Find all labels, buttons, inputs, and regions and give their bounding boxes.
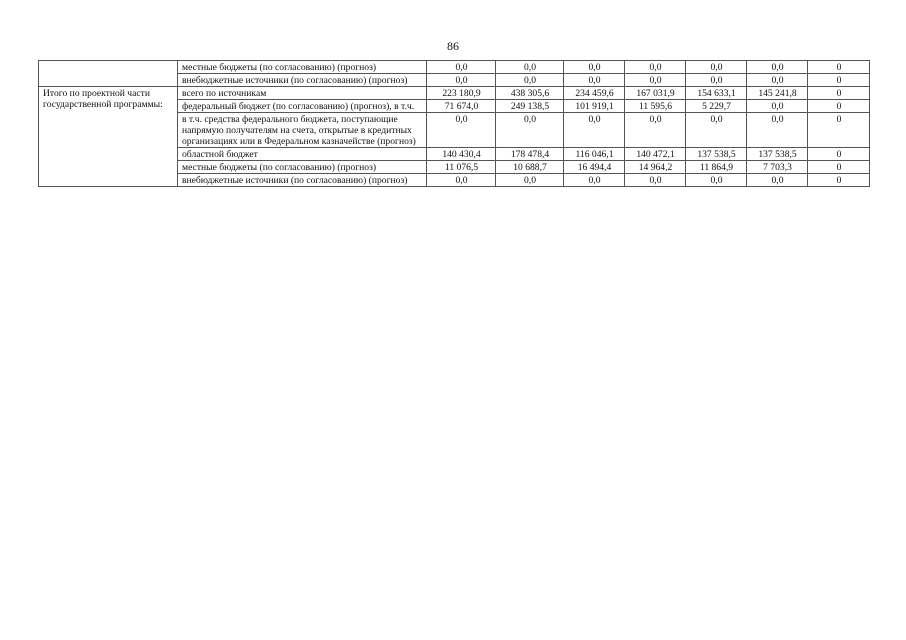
value-cell: 0 [808, 74, 870, 87]
value-cell: 0 [808, 113, 870, 148]
value-cell: 16 494,4 [564, 161, 625, 174]
value-cell: 0,0 [747, 61, 808, 74]
source-cell: внебюджетные источники (по согласованию) (прогноз) [178, 74, 427, 87]
budget-table [38, 60, 870, 187]
value-cell: 0,0 [625, 74, 686, 87]
value-cell: 178 478,4 [496, 148, 564, 161]
value-cell: 0 [808, 100, 870, 113]
source-cell: в т.ч. средства федерального бюджета, поступающие напрямую получателям на счета, открытые в кредитных организациях или в Федеральном казначействе (прогноз) [178, 113, 427, 148]
value-cell: 0,0 [686, 61, 747, 74]
value-cell: 0 [808, 174, 870, 187]
value-cell: 14 964,2 [625, 161, 686, 174]
source-cell: местные бюджеты (по согласованию) (прогноз) [178, 61, 427, 74]
value-cell: 0 [808, 161, 870, 174]
value-cell: 438 305,6 [496, 87, 564, 100]
source-cell: внебюджетные источники (по согласованию) (прогноз) [178, 174, 427, 187]
empty-label-cell [39, 61, 178, 87]
value-cell: 0,0 [564, 113, 625, 148]
value-cell: 0,0 [427, 113, 496, 148]
value-cell: 167 031,9 [625, 87, 686, 100]
value-cell: 0 [808, 61, 870, 74]
value-cell: 10 688,7 [496, 161, 564, 174]
value-cell: 0,0 [496, 174, 564, 187]
value-cell: 0,0 [496, 61, 564, 74]
source-cell: федеральный бюджет (по согласованию) (прогноз), в т.ч. [178, 100, 427, 113]
value-cell: 0,0 [625, 174, 686, 187]
value-cell: 0,0 [427, 174, 496, 187]
value-cell: 145 241,8 [747, 87, 808, 100]
value-cell: 0,0 [747, 113, 808, 148]
value-cell: 0,0 [686, 113, 747, 148]
table-row [39, 87, 870, 100]
value-cell: 11 595,6 [625, 100, 686, 113]
value-cell: 0,0 [625, 61, 686, 74]
value-cell: 0 [808, 148, 870, 161]
value-cell: 140 472,1 [625, 148, 686, 161]
value-cell: 234 459,6 [564, 87, 625, 100]
value-cell: 5 229,7 [686, 100, 747, 113]
source-cell: местные бюджеты (по согласованию) (прогноз) [178, 161, 427, 174]
value-cell: 0,0 [686, 174, 747, 187]
value-cell: 0,0 [427, 74, 496, 87]
value-cell: 0 [808, 87, 870, 100]
value-cell: 0,0 [747, 174, 808, 187]
page-number: 86 [447, 39, 459, 53]
value-cell: 137 538,5 [747, 148, 808, 161]
value-cell: 71 674,0 [427, 100, 496, 113]
value-cell: 0,0 [686, 74, 747, 87]
value-cell: 116 046,1 [564, 148, 625, 161]
value-cell: 0,0 [564, 61, 625, 74]
value-cell: 0,0 [496, 113, 564, 148]
value-cell: 0,0 [747, 100, 808, 113]
source-cell: всего по источникам [178, 87, 427, 100]
value-cell: 223 180,9 [427, 87, 496, 100]
value-cell: 249 138,5 [496, 100, 564, 113]
value-cell: 0,0 [747, 74, 808, 87]
value-cell: 101 919,1 [564, 100, 625, 113]
source-cell: областной бюджет [178, 148, 427, 161]
value-cell: 0,0 [564, 74, 625, 87]
table-row [39, 61, 870, 74]
group-label-cell: Итого по проектной части государственной программы: [39, 87, 178, 187]
value-cell: 154 633,1 [686, 87, 747, 100]
value-cell: 0,0 [564, 174, 625, 187]
value-cell: 140 430,4 [427, 148, 496, 161]
value-cell: 0,0 [427, 61, 496, 74]
value-cell: 0,0 [625, 113, 686, 148]
value-cell: 0,0 [496, 74, 564, 87]
value-cell: 11 076,5 [427, 161, 496, 174]
value-cell: 7 703,3 [747, 161, 808, 174]
value-cell: 11 864,9 [686, 161, 747, 174]
value-cell: 137 538,5 [686, 148, 747, 161]
